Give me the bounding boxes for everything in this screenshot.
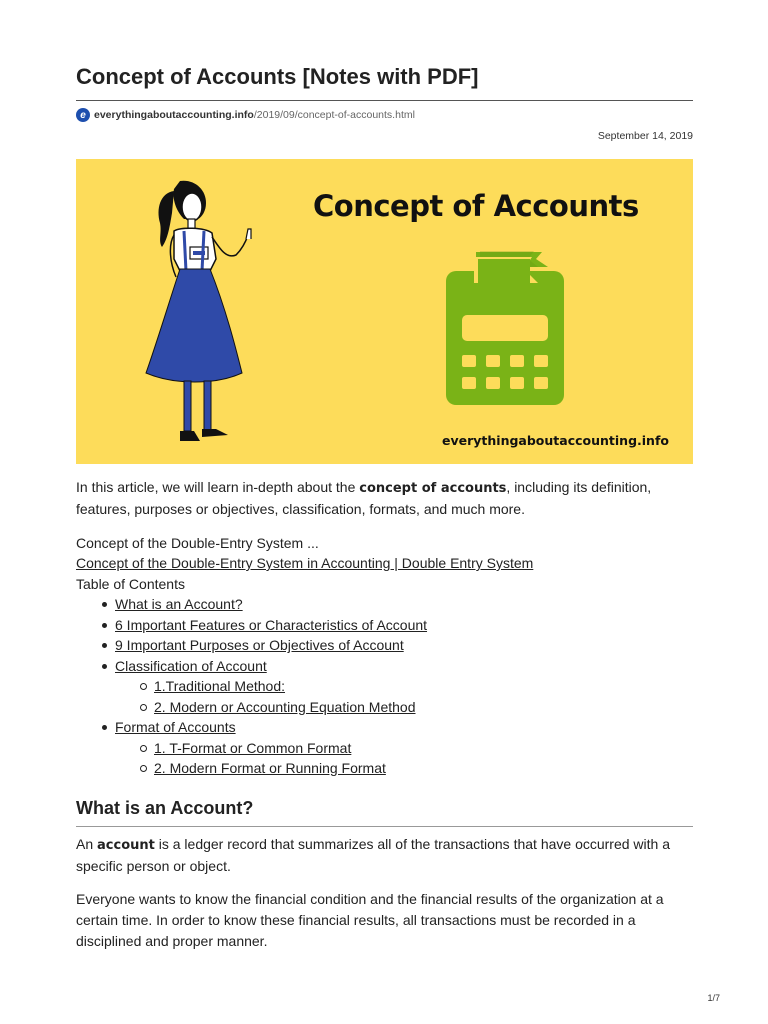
section-paragraph-1 — [76, 834, 693, 877]
site-favicon-icon: e — [76, 108, 90, 122]
source-path[interactable]: /2019/09/concept-of-accounts.html — [253, 109, 415, 121]
toc-link[interactable]: 9 Important Purposes or Objectives of Account — [115, 637, 404, 653]
intro-paragraph — [76, 477, 693, 520]
related-article-link[interactable]: Concept of the Double-Entry System in Accounting | Double Entry System — [76, 555, 534, 571]
title-divider — [76, 100, 693, 101]
toc-link[interactable]: 2. Modern or Accounting Equation Method — [154, 698, 416, 715]
page-number: 1/7 — [707, 993, 720, 1003]
section-divider — [76, 826, 693, 827]
source-domain[interactable]: everythingaboutaccounting.info — [94, 109, 254, 121]
intro-text-after: , including its definition, features, purposes or objectives, classification, formats, and much more. — [76, 479, 652, 517]
toc-link[interactable]: 2. Modern Format or Running Format — [154, 760, 386, 776]
toc-heading: Table of Contents — [76, 576, 185, 592]
calculator-icon — [446, 251, 564, 405]
intro-text-before: In this article, we will learn in-depth about the — [76, 479, 360, 495]
toc-link[interactable]: Classification of Account — [115, 657, 267, 674]
hero-banner — [76, 159, 693, 464]
toc-item — [76, 635, 693, 656]
publish-date: September 14, 2019 — [597, 130, 693, 142]
toc-subitem — [76, 738, 693, 759]
toc-item — [76, 717, 693, 738]
section-heading: What is an Account? — [76, 798, 254, 818]
woman-illustration-icon — [146, 181, 251, 441]
p1-text-before: An — [76, 836, 98, 852]
toc-item — [76, 615, 693, 636]
page-title: Concept of Accounts [Notes with PDF] — [76, 64, 479, 89]
related-teaser: Concept of the Double-Entry System ... — [76, 535, 319, 551]
toc-link[interactable]: 6 Important Features or Characteristics of Account — [115, 616, 428, 633]
p1-text-after: is a ledger record that summarizes all of the transactions that have occurred with a specific person or object. — [76, 836, 670, 874]
table-of-contents — [76, 594, 693, 779]
hero-site-label: everythingaboutaccounting.info — [442, 433, 669, 448]
toc-subitem — [76, 697, 693, 718]
toc-subitem — [76, 758, 693, 779]
toc-link[interactable]: Format of Accounts — [115, 719, 236, 735]
toc-subitem — [76, 676, 693, 697]
toc-link[interactable]: 1.Traditional Method: — [154, 678, 285, 694]
p1-bold-text: account — [97, 838, 155, 853]
source-url[interactable] — [76, 107, 415, 123]
toc-link[interactable]: What is an Account? — [115, 596, 243, 612]
intro-bold-text: concept of accounts — [359, 481, 507, 496]
hero-title: Concept of Accounts — [313, 189, 639, 223]
toc-item — [76, 594, 693, 615]
toc-item — [76, 656, 693, 677]
section-paragraph-2: Everyone wants to know the financial condition and the financial results of the organization at a certain time. In order to know these financial results, all transactions must be recorded in a disciplined and proper manner. — [76, 891, 664, 949]
toc-link[interactable]: 1. T-Format or Common Format — [154, 739, 352, 756]
